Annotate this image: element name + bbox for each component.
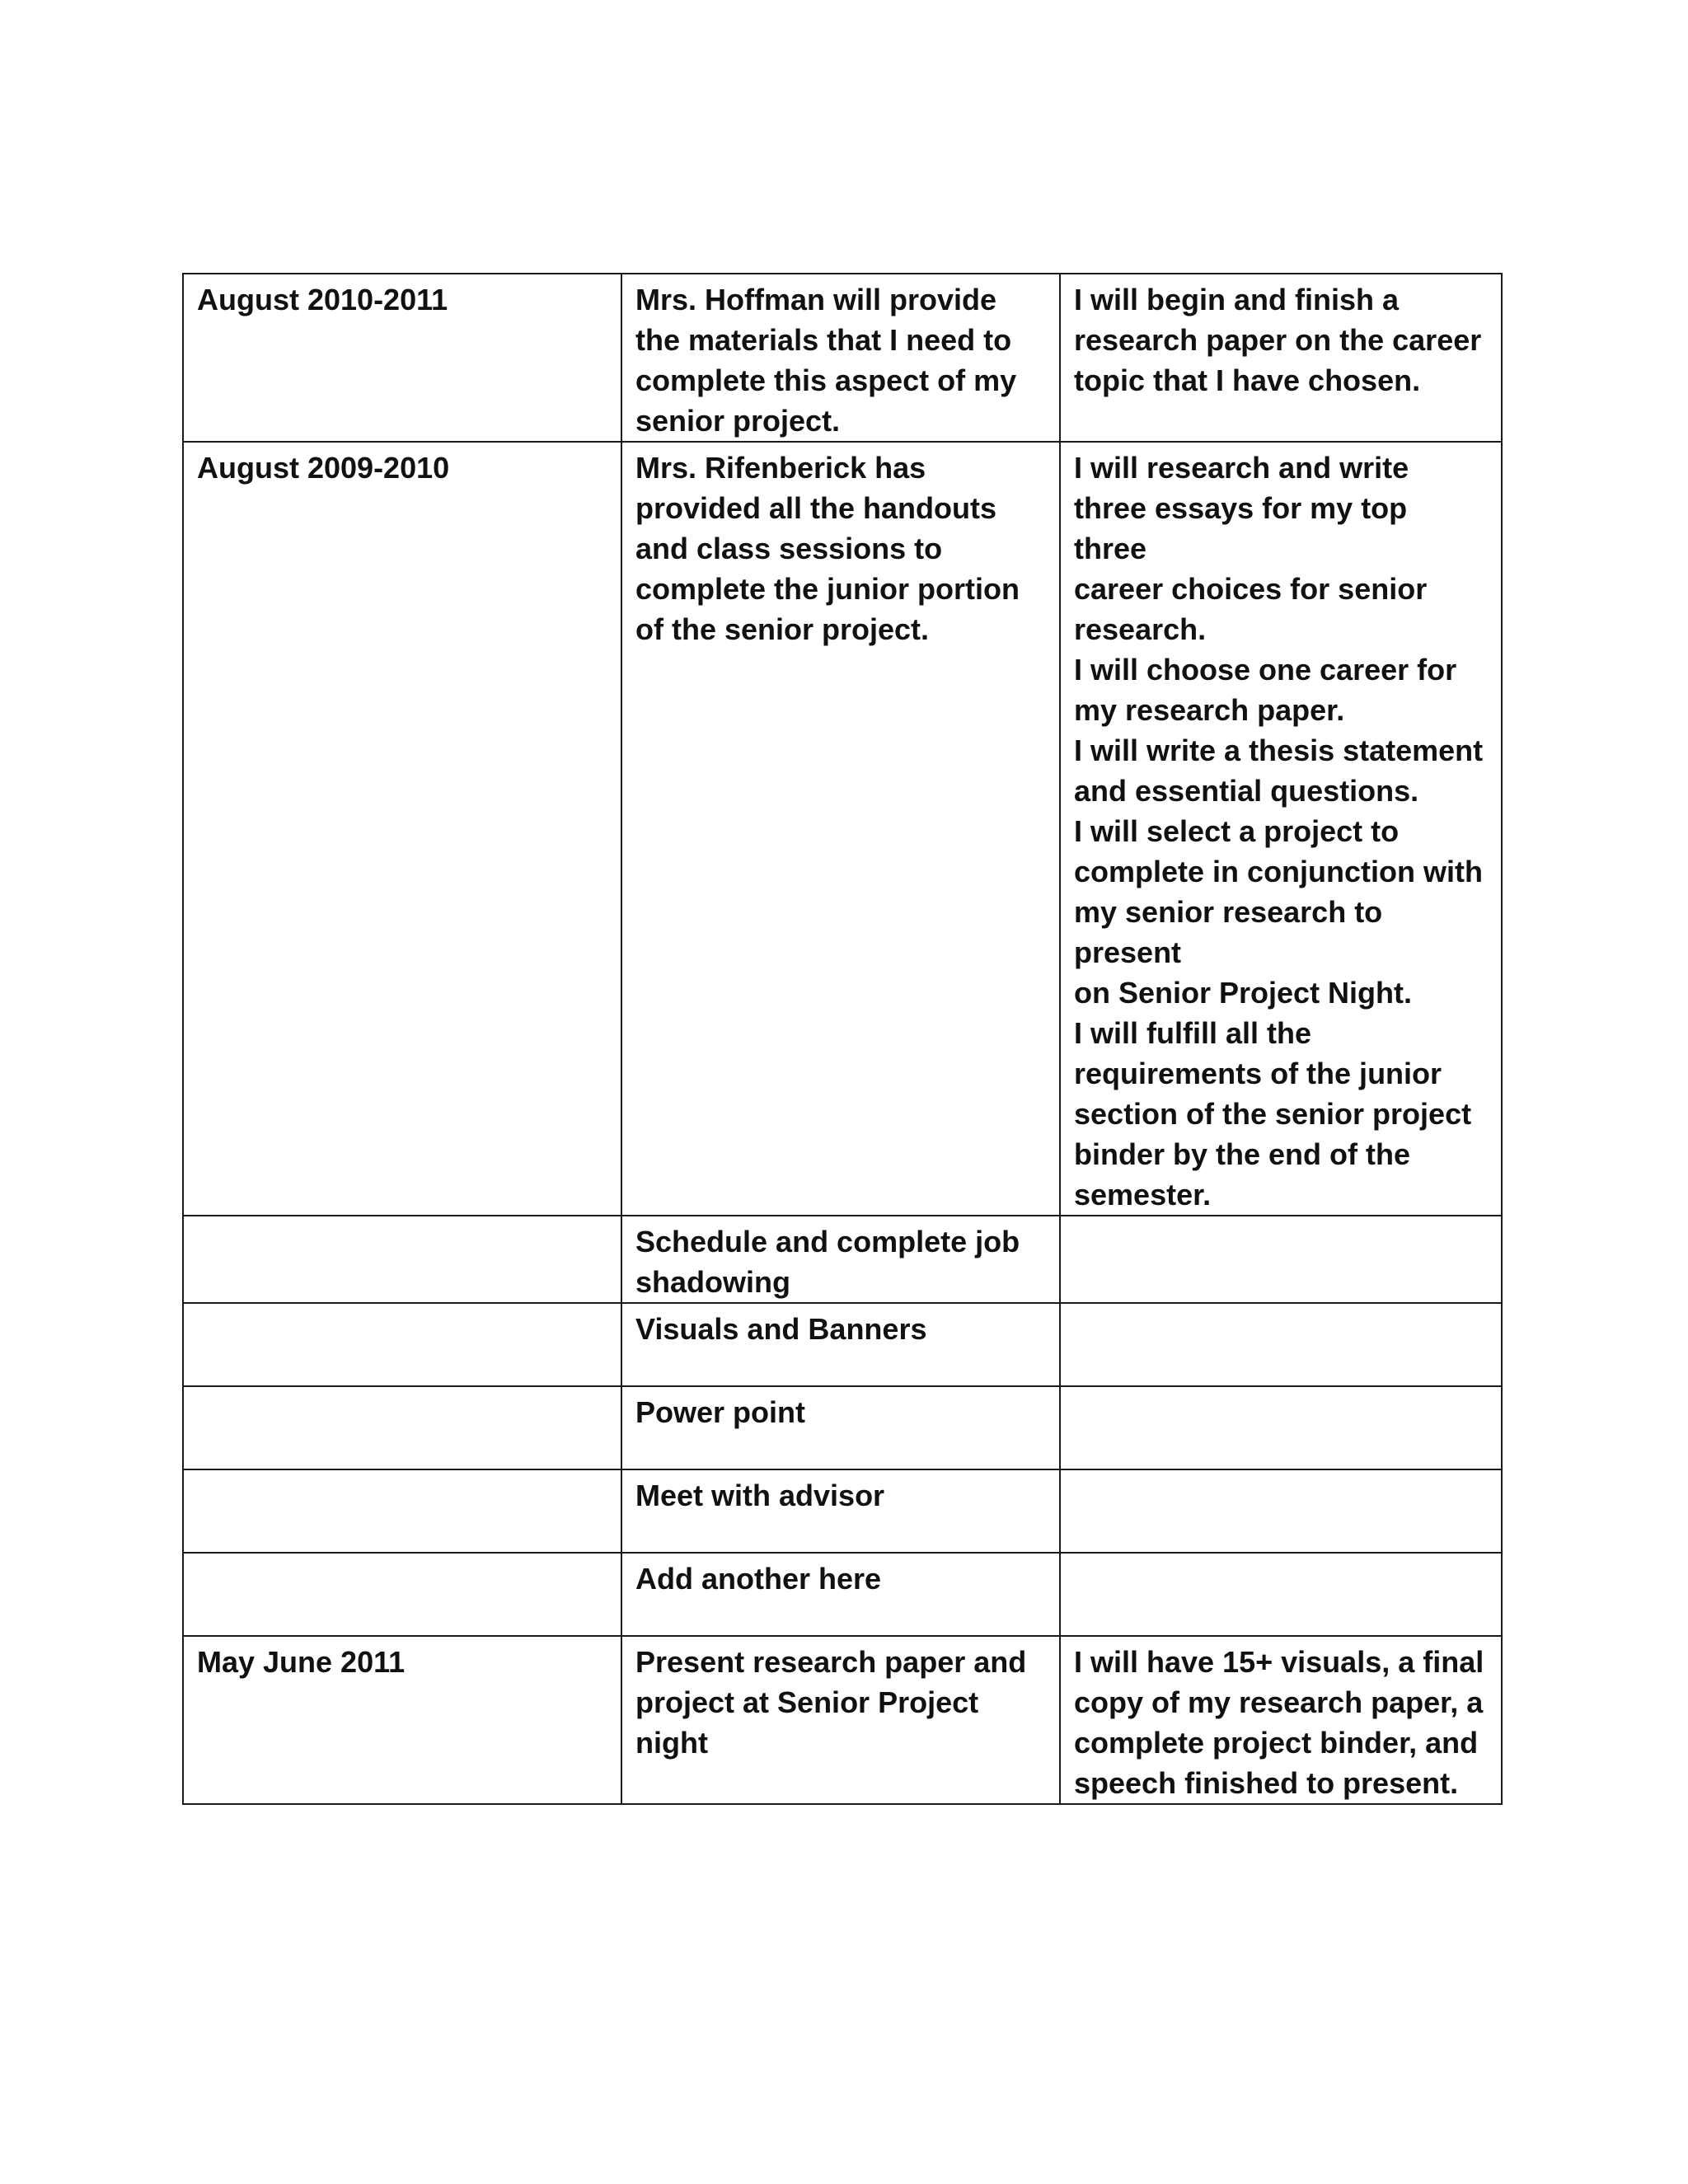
table-row (183, 1553, 1502, 1636)
table-row (183, 274, 1502, 442)
goal-cell (1060, 1216, 1502, 1303)
goal-cell (1060, 1553, 1502, 1636)
date-cell: August 2010-2011 (183, 274, 621, 442)
senior-project-timeline-table (182, 273, 1503, 1805)
support-cell: Meet with advisor (621, 1469, 1060, 1553)
date-cell: August 2009-2010 (183, 442, 621, 1216)
support-cell: Mrs. Rifenberick has provided all the handouts and class sessions to complete the junior portion of the senior project. (621, 442, 1060, 1216)
goal-cell (1060, 1386, 1502, 1469)
support-cell: Visuals and Banners (621, 1303, 1060, 1386)
goal-cell: I will research and write three essays for my top three career choices for senior research. I will choose one career for my research paper. I will write a thesis statement and essential questions. I will select a project to complete in conjunction with my senior research to present on Senior Project Night. I will fulfill all the requirements of the junior section of the senior project binder by the end of the semester. (1060, 442, 1502, 1216)
table-row (183, 442, 1502, 1216)
date-cell: May June 2011 (183, 1636, 621, 1804)
table-row (183, 1469, 1502, 1553)
date-cell (183, 1303, 621, 1386)
table-row (183, 1636, 1502, 1804)
table-row (183, 1216, 1502, 1303)
date-cell (183, 1469, 621, 1553)
date-cell (183, 1386, 621, 1469)
table-row (183, 1386, 1502, 1469)
support-cell: Schedule and complete job shadowing (621, 1216, 1060, 1303)
goal-cell (1060, 1469, 1502, 1553)
goal-cell (1060, 1303, 1502, 1386)
table-row (183, 1303, 1502, 1386)
date-cell (183, 1553, 621, 1636)
support-cell: Present research paper and project at Senior Project night (621, 1636, 1060, 1804)
support-cell: Power point (621, 1386, 1060, 1469)
date-cell (183, 1216, 621, 1303)
goal-cell: I will have 15+ visuals, a final copy of my research paper, a complete project binder, and speech finished to present. (1060, 1636, 1502, 1804)
support-cell: Mrs. Hoffman will provide the materials that I need to complete this aspect of my senior project. (621, 274, 1060, 442)
support-cell: Add another here (621, 1553, 1060, 1636)
goal-cell: I will begin and finish a research paper on the career topic that I have chosen. (1060, 274, 1502, 442)
